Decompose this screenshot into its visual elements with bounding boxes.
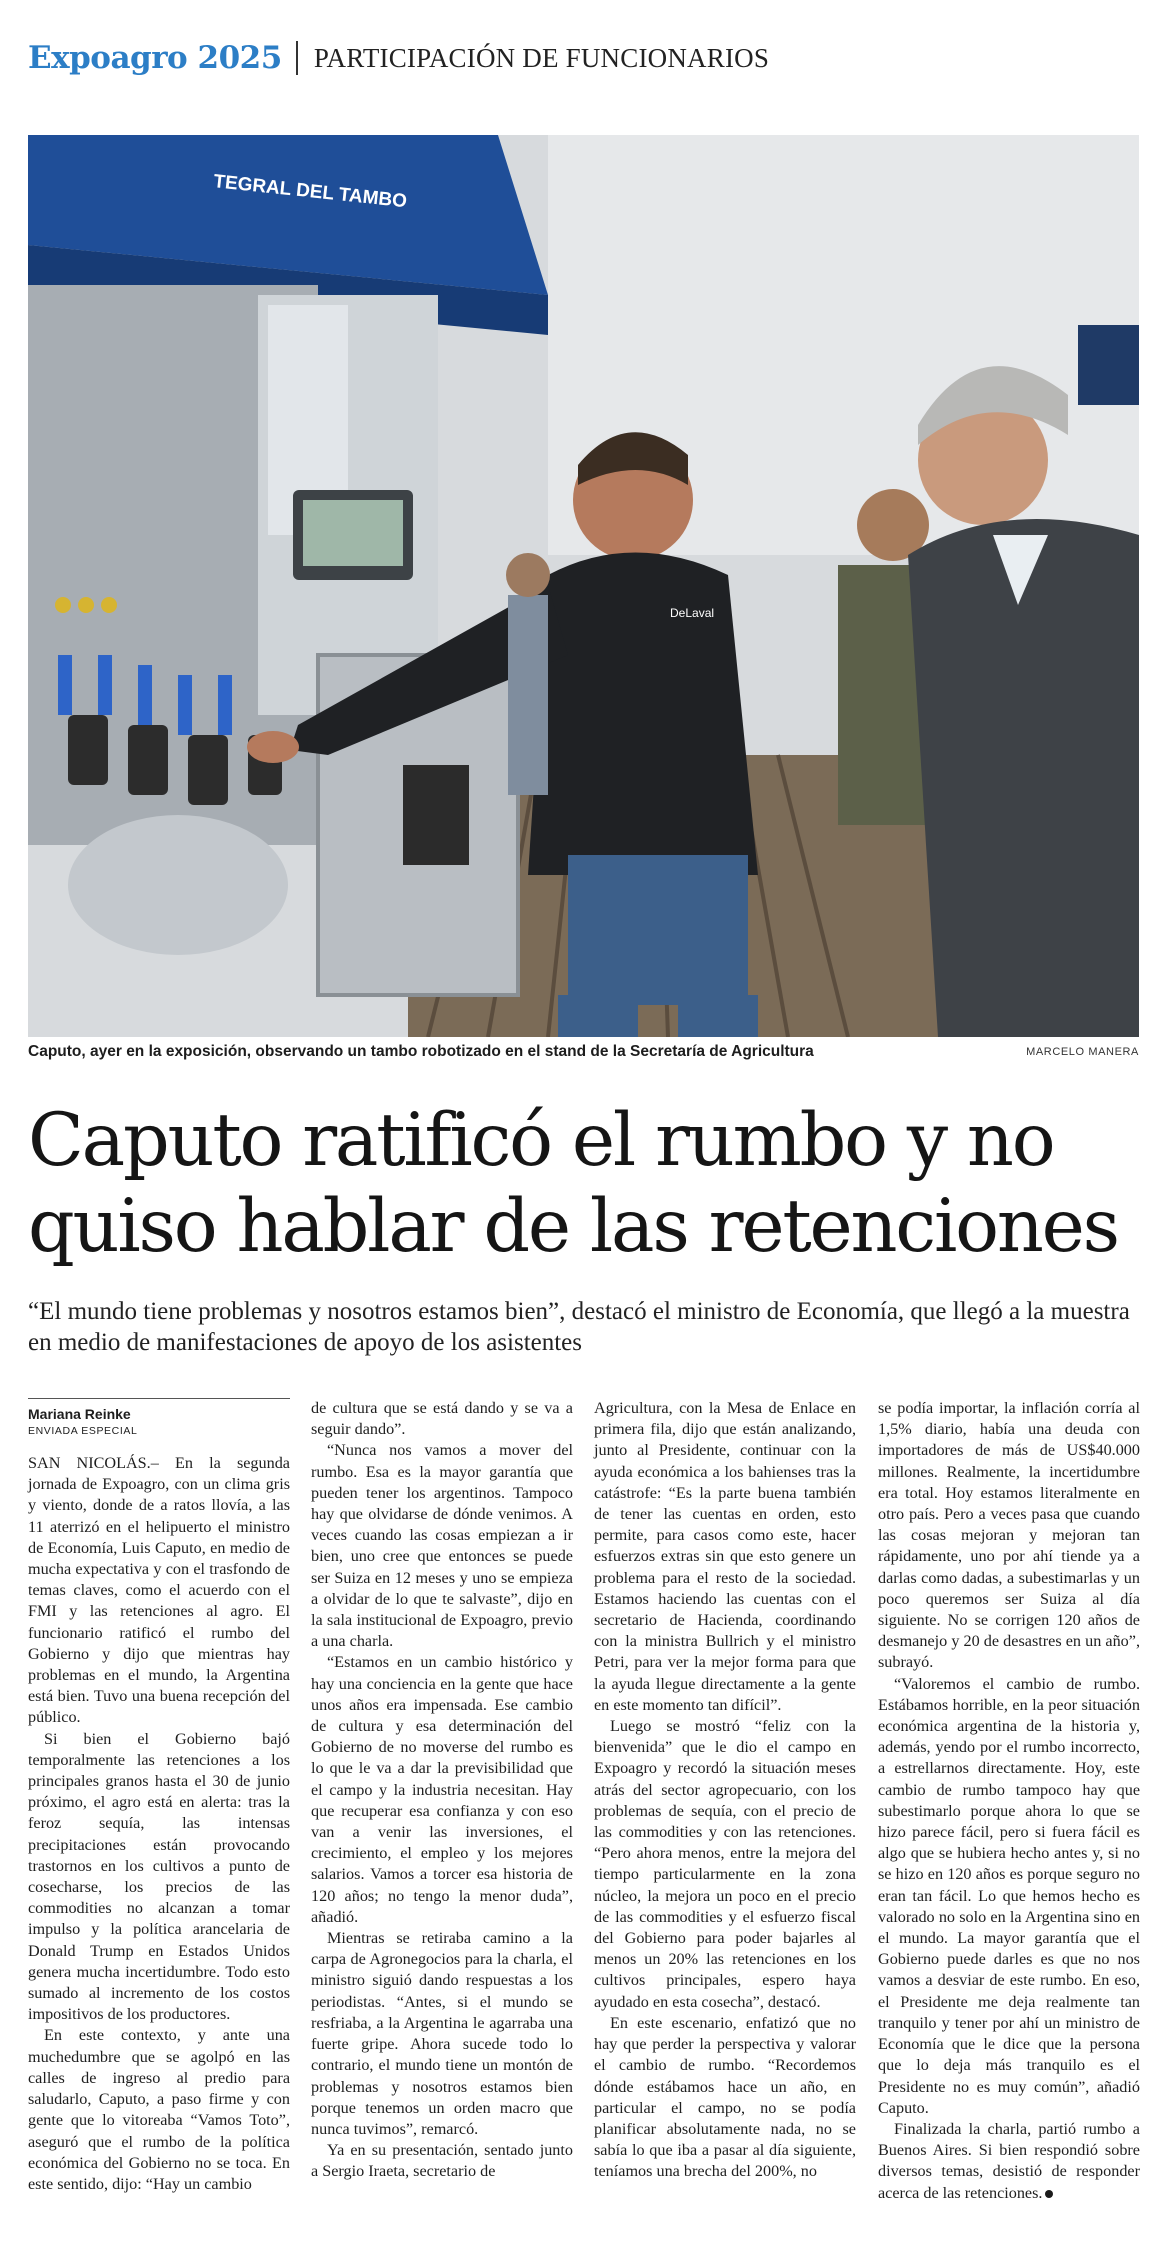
section-topic: PARTICIPACIÓN DE FUNCIONARIOS (313, 42, 770, 73)
paragraph: “Valoremos el cambio de rumbo. Estábamos horrible, en la peor situación económica argentina de la historia y, además, yendo por el rumbo incorrecto, a estrellarnos directamente. Hoy, este cambio de rumbo tampoco hay que subestimarlo porque ahora lo que se hizo parece fácil, pero si fuera fácil es algo que se hubiera hecho antes y, si no se hizo en 120 años es porque seguro no eran tan fácil. Lo que hemos hecho es valorado no solo en la Argentina sino en el mundo. La mayor garantía que el Gobierno puede darles es que no nos vamos a desviar de este rumbo. En eso, el Presidente me deja realmente tan tranquilo y tener por ahí un ministro de Economía que le dice que la persona que lo deja más tranquilo es el Presidente no es muy común”, añadió Caputo. (878, 1674, 1140, 2117)
photo-caption: Caputo, ayer en la exposición, observando un tambo robotizado en el stand de la Secretaría de Agricultura (28, 1043, 814, 1060)
section-divider (296, 41, 298, 75)
photo-illustration (28, 135, 1139, 1037)
byline-name[interactable]: Mariana Reinke (28, 1406, 131, 1422)
paragraph: Ya en su presentación, sentado junto a Sergio Iraeta, secretario de (311, 2141, 573, 2181)
section-brand[interactable]: Expoagro 2025 (28, 40, 282, 76)
byline-role: ENVIADA ESPECIAL (28, 1425, 138, 1437)
paragraph: “Nunca nos vamos a mover del rumbo. Esa es la mayor garantía que pueden tener los argentinos. Tampoco hay que olvidarse de dónde venimos. A veces cuando las cosas empiezan a ir bien, uno cree que entonces se puede ser Suiza en 12 meses y uno se empieza a olvidar de lo que te salvaste”, dijo en la sala institucional de Expoagro, previo a una charla. (311, 1441, 573, 1651)
paragraph: Si bien el Gobierno bajó temporalmente las retenciones a los principales granos hasta el 30 de junio próximo, el agro está en alerta: tras la feroz sequía, las intensas precipitaciones están provocando trastornos en los cultivos a punto de cosecharse, los precios de las commodities no alcanzan a tomar impulso y la política arancelaria de Donald Trump en Estados Unidos genera mucha incertidumbre. Todo esto sumado al incremento de los costos impositivos de los productores. (28, 1729, 290, 2024)
paragraph: Agricultura, con la Mesa de Enlace en primera fila, dijo que están analizando, junto al Presidente, continuar con la ayuda económica a los bahienses tras la catástrofe: “Es la parte buena también de tener las cuentas en orden, esto permite, para casos como este, hacer esfuerzos extras sin que esto genere un problema para el resto de la sociedad. Estamos haciendo las cuentas con el secretario de Hacienda, coordinando con la ministra Bullrich y el ministro Petri, para ver la mejor forma para que la ayuda llegue directamente a la gente en este momento tan difícil”. (594, 1399, 856, 1714)
end-mark-icon (1045, 2190, 1053, 2198)
jacket-logo: DeLaval (670, 606, 715, 620)
paragraph: SAN NICOLÁS.– En la segunda jornada de Expoagro, con un clima gris y viento, donde de a ratos llovía, a las 11 aterrizó en el helipuerto el ministro de Economía, Luis Caputo, en medio de mucha expectativa y con el trasfondo de temas claves, como el acuerdo con el FMI y las retenciones al agro. El funcionario ratificó el rumbo del Gobierno y dijo que mientras hay problemas en el mundo, la Argentina está bien. Tuvo una buena recepción del público. (28, 1454, 290, 1727)
paragraph (878, 2119, 1140, 2204)
banner-text: TEGRAL DEL TAMBO (212, 171, 408, 213)
headline: Caputo ratificó el rumbo y no quiso hablar de las retenciones (28, 1098, 1118, 1269)
deck: “El mundo tiene problemas y nosotros estamos bien”, destacó el ministro de Economía, que llegó a la muestra en medio de manifestaciones de apoyo de los asistentes (28, 1298, 1130, 1356)
section-header (28, 38, 1138, 78)
paragraph: Mientras se retiraba camino a la carpa de Agronegocios para la charla, el ministro siguió dando respuestas a los periodistas. “Antes, si el mundo se resfriaba, a la Argentina le agarraba una fuerte gripe. Ahora sucede todo lo contrario, el mundo tiene un montón de problemas y nosotros estamos bien porque tenemos un orden macro que nunca tuvimos”, remarcó. (311, 1929, 573, 2138)
article-photo[interactable] (28, 135, 1139, 1037)
closing-text: Finalizada la charla, partió rumbo a Buenos Aires. Si bien respondió sobre diversos temas, desistió de responder acerca de las retenciones. (878, 2119, 1140, 2202)
paragraph: de cultura que se está dando y se va a seguir dando”. (311, 1399, 573, 1439)
caption-row (28, 1040, 1139, 1064)
paragraph: En este contexto, y ante una muchedumbre que se agolpó en las calles de ingreso al predio para saludarlo, Caputo, a paso firme y con gente que lo vitoreaba “Vamos Toto”, aseguró que el rumbo de la política económica del Gobierno no se toca. En este sentido, dijo: “Hay un cambio (28, 2026, 290, 2193)
column-4 (878, 1398, 1140, 2204)
paragraph: En este escenario, enfatizó que no hay que perder la perspectiva y valorar el cambio de rumbo. “Recordemos dónde estábamos hace un año, en particular el campo, no se podía planificar absolutamente nada, no se sabía lo que iba a pasar al día siguiente, teníamos una brecha del 200%, no (594, 2013, 856, 2181)
paragraph: Luego se mostró “feliz con la bienvenida” que le dio el campo en Expoagro y recordó la situación meses atrás del sector agropecuario, con los problemas de sequía, con el precio de las commodities y con las retenciones. “Pero ahora menos, entre la mejora del tiempo particularmente en la zona núcleo, la mejora un poco en el precio de las commodities y el esfuerzo fiscal del Gobierno para poder bajarles al menos un 20% las retenciones en los cultivos principales, espero haya ayudado en esta cosecha”, destacó. (594, 1717, 856, 2011)
photo-credit: MARCELO MANERA (1026, 1046, 1139, 1058)
column-2 (311, 1398, 573, 2183)
column-1 (28, 1398, 290, 2195)
paragraph: “Estamos en un cambio histórico y hay una conciencia en la gente que hace unos años era impensada. Ese cambio de cultura y esa determinación del Gobierno de no moverse del rumbo es lo que le va a dar la previsibilidad que el campo y la industria necesitan. Hay que recuperar esa confianza y con eso van a venir las inversiones, el crecimiento, el empleo y los mejores salarios. Vamos a torcer esa historia de 120 años; no tengo la menor duda”, añadió. (311, 1653, 573, 1926)
article-body (28, 1398, 1141, 2208)
byline-rule (28, 1398, 290, 1399)
paragraph: se podía importar, la inflación corría al 1,5% diario, había una deuda con importadores de más de US$40.000 millones. Realmente, la incertidumbre era total. Hoy estamos literalmente en otro país. Pero a veces pasa que cuando las cosas mejoran y mejoran tan rápidamente, uno por ahí tiende ya a darlas como dadas, a subestimarlas y un poco queremos ser Suiza al día siguiente. No se corrigen 120 años de desmanejo y 20 de desastres en un año”, subrayó. (878, 1399, 1140, 1672)
column-3 (594, 1398, 856, 2183)
